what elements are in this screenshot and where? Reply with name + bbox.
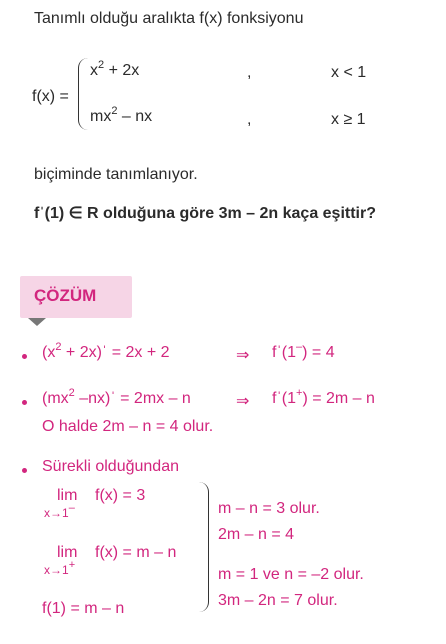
case1-condition: x < 1 xyxy=(331,64,367,81)
system-brace xyxy=(198,482,209,612)
limit-2-expression: f(x) = m – n xyxy=(95,544,177,561)
limit-2-subscript: x→1+ xyxy=(44,559,76,577)
result-4: 3m – 2n = 7 olur. xyxy=(218,592,338,609)
limit-1-subscript: x→1– xyxy=(44,502,75,520)
conclusion-line: O halde 2m – n = 4 olur. xyxy=(42,418,214,435)
continuity-heading: Sürekli olduğundan xyxy=(42,458,179,475)
result-3: m = 1 ve n = –2 olur. xyxy=(218,566,364,583)
limit-1-word: lim xyxy=(57,487,78,504)
result-1: m – n = 3 olur. xyxy=(218,500,320,517)
limit-2-word: lim xyxy=(57,544,78,561)
badge-pointer-icon xyxy=(28,318,46,326)
implies-arrow-icon: ⇒ xyxy=(236,393,250,410)
case2-expression: $mx^2$ – nx xyxy=(90,104,153,125)
case2-condition: x ≥ 1 xyxy=(331,111,366,128)
bullet-dot xyxy=(22,468,27,473)
implies-arrow-icon: ⇒ xyxy=(236,347,250,364)
case1-expression: $x^2 + 2x$ xyxy=(90,58,140,79)
left-derivative-result: fˈ(1–) = 4 xyxy=(272,340,335,361)
limit-1-expression: f(x) = 3 xyxy=(95,487,146,504)
f-at-1: f(1) = m – n xyxy=(42,600,125,617)
derivative-line-2: ($mx^2$ –nx)ˈ = 2mx – n xyxy=(42,386,191,407)
defined-text: biçiminde tanımlanıyor. xyxy=(34,166,198,183)
problem-intro: Tanımlı olduğu aralıkta f(x) fonksiyonu xyxy=(34,10,304,27)
bullet-dot xyxy=(22,354,27,359)
bullet-dot xyxy=(22,400,27,405)
derivative-line-1: ($x^2$ + 2x)ˈ = 2x + 2 xyxy=(42,340,170,361)
result-2: 2m – n = 4 xyxy=(218,526,295,543)
case2-comma: , xyxy=(247,111,252,128)
solution-title: ÇÖZÜM xyxy=(34,286,97,305)
question-text: fˈ(1) ∈ R olduğuna göre 3m – 2n kaça eşittir? xyxy=(34,205,376,222)
right-derivative-result: fˈ(1+) = 2m – n xyxy=(272,386,375,407)
fx-label: f(x) = xyxy=(32,88,69,105)
case1-comma: , xyxy=(247,64,252,81)
